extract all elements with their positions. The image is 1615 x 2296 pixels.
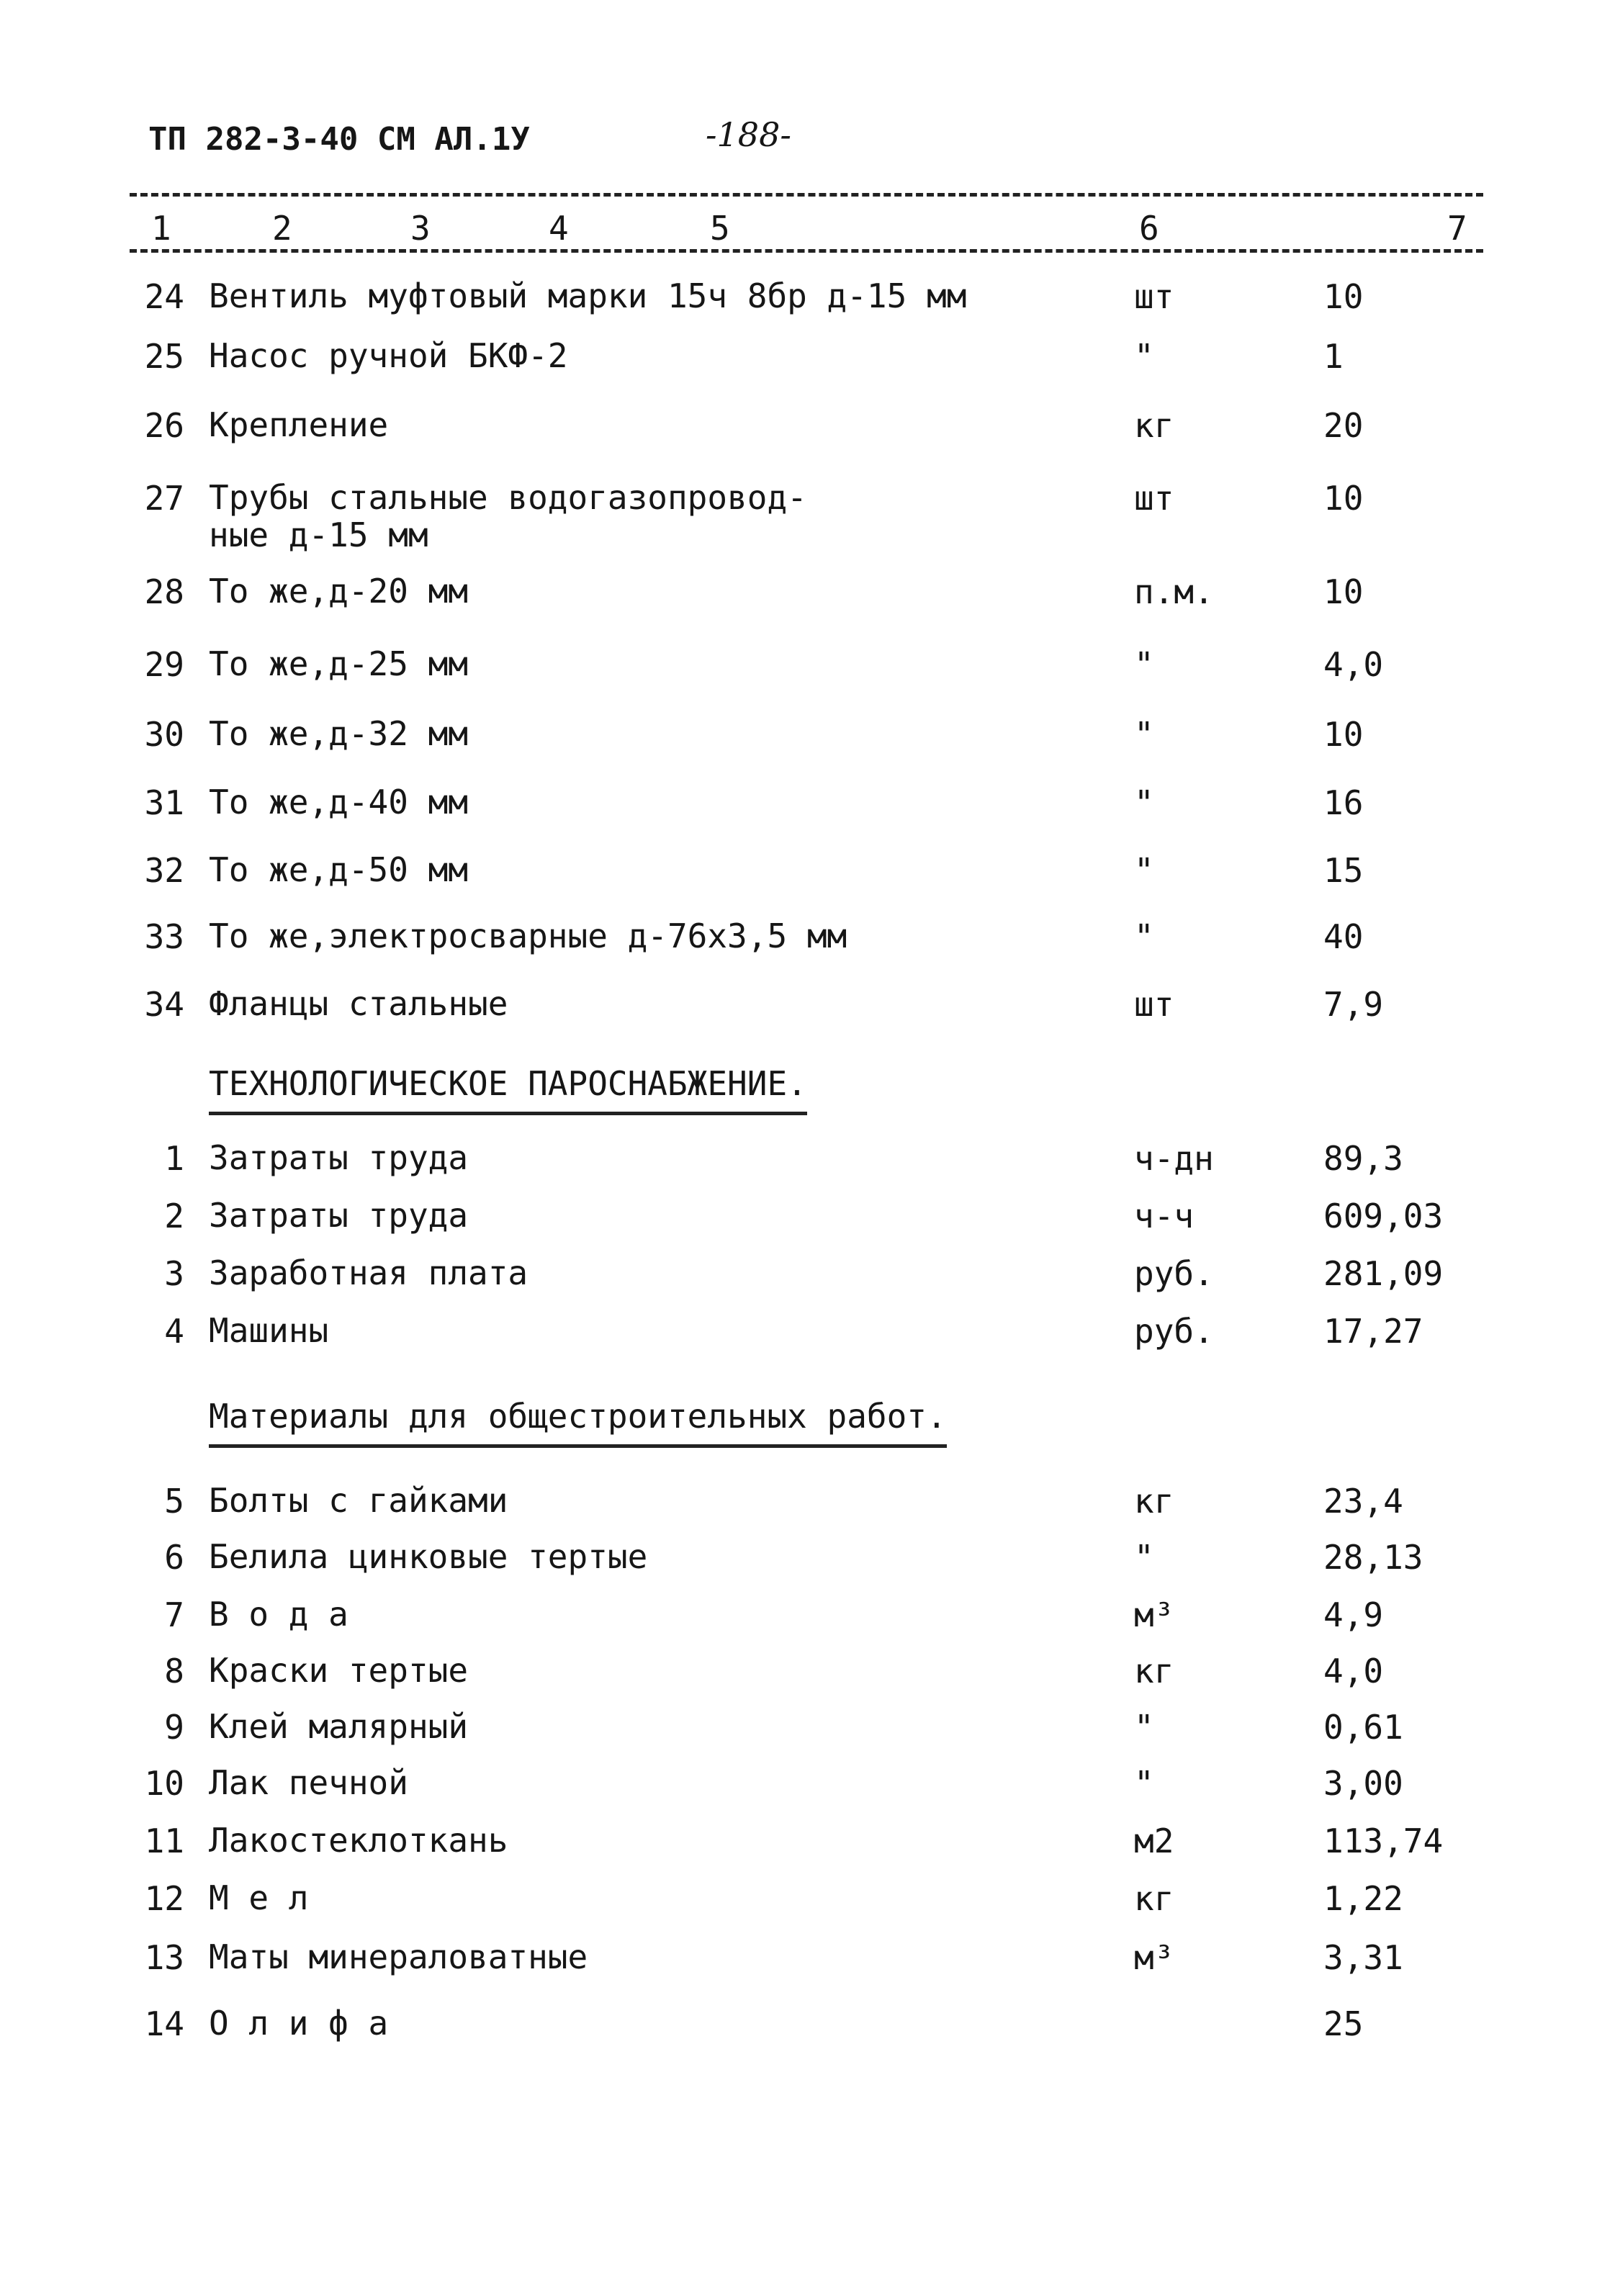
item-name: Болты с гайками (209, 1481, 508, 1520)
item-unit: п.м. (1134, 572, 1214, 611)
column-number: 2 (272, 209, 292, 248)
table-row (0, 1879, 1615, 1930)
item-name: То же,электросварные д-76х3,5 мм (209, 917, 847, 955)
item-quantity: 113,74 (1323, 1822, 1444, 1860)
section-underline (209, 1112, 807, 1115)
row-number: 24 (144, 277, 184, 316)
item-quantity: 40 (1323, 917, 1364, 956)
item-unit: " (1134, 851, 1154, 890)
item-name: Машины (209, 1311, 329, 1350)
divider-top (130, 193, 1483, 197)
item-name: Трубы стальные водогазопровод- ные д-15 мм (209, 478, 807, 554)
section-title: ТЕХНОЛОГИЧЕСКОЕ ПАРОСНАБЖЕНИЕ. (209, 1064, 807, 1103)
page-number: -188- (706, 115, 791, 154)
table-row (0, 985, 1615, 1035)
item-quantity: 7,9 (1323, 985, 1384, 1024)
row-number: 5 (164, 1482, 184, 1521)
item-quantity: 10 (1323, 715, 1364, 754)
section-heading-steam-supply (209, 1064, 807, 1115)
row-number: 13 (144, 1938, 184, 1977)
row-number: 14 (144, 2004, 184, 2043)
item-unit: " (1134, 1538, 1154, 1577)
table-row (0, 337, 1615, 387)
row-number: 28 (144, 572, 184, 611)
row-number: 30 (144, 715, 184, 754)
item-quantity: 89,3 (1323, 1139, 1403, 1178)
row-number: 4 (164, 1312, 184, 1351)
item-unit: кг (1134, 1879, 1174, 1918)
item-quantity: 10 (1323, 572, 1364, 611)
item-name: Крепление (209, 405, 389, 444)
item-name: О л и ф а (209, 2004, 389, 2043)
item-unit: кг (1134, 1482, 1174, 1521)
item-name: Лакостеклоткань (209, 1821, 508, 1860)
table-row (0, 1708, 1615, 1758)
item-quantity: 4,0 (1323, 1652, 1384, 1691)
table-row (0, 1197, 1615, 1247)
item-unit: " (1134, 1764, 1154, 1803)
item-name: Лак печной (209, 1763, 408, 1802)
row-number: 1 (164, 1139, 184, 1178)
row-number: 7 (164, 1595, 184, 1634)
item-unit: " (1134, 715, 1154, 754)
row-number: 34 (144, 985, 184, 1024)
item-quantity: 0,61 (1323, 1708, 1403, 1747)
item-name: Затраты труда (209, 1196, 469, 1235)
row-number: 12 (144, 1879, 184, 1918)
item-name: Краски тертые (209, 1651, 469, 1690)
item-unit: кг (1134, 1652, 1174, 1691)
item-quantity: 10 (1323, 479, 1364, 518)
item-quantity: 25 (1323, 2004, 1364, 2043)
item-quantity: 28,13 (1323, 1538, 1423, 1577)
item-name: То же,д-32 мм (209, 714, 469, 753)
item-unit: ч-дн (1134, 1139, 1214, 1178)
item-name: Затраты труда (209, 1138, 469, 1177)
table-row (0, 1938, 1615, 1989)
column-number: 6 (1139, 209, 1159, 248)
table-row (0, 2004, 1615, 2055)
item-name: Насос ручной БКФ-2 (209, 336, 568, 375)
item-quantity: 281,09 (1323, 1254, 1444, 1293)
table-row (0, 277, 1615, 328)
item-unit: " (1134, 917, 1154, 956)
column-number: 5 (710, 209, 730, 248)
item-name: То же,д-50 мм (209, 850, 469, 889)
item-quantity: 609,03 (1323, 1197, 1444, 1235)
item-quantity: 3,00 (1323, 1764, 1403, 1803)
row-number: 33 (144, 917, 184, 956)
row-number: 27 (144, 479, 184, 518)
table-row (0, 572, 1615, 623)
table-row (0, 1652, 1615, 1702)
column-number: 1 (151, 209, 171, 248)
item-unit: м³ (1134, 1595, 1174, 1634)
divider-header (130, 249, 1483, 253)
item-name: То же,д-25 мм (209, 644, 469, 683)
row-number: 2 (164, 1197, 184, 1235)
item-quantity: 20 (1323, 406, 1364, 445)
item-name: Заработная плата (209, 1253, 528, 1292)
table-row (0, 1482, 1615, 1532)
table-row (0, 715, 1615, 765)
item-quantity: 1 (1323, 337, 1344, 376)
column-number: 3 (410, 209, 431, 248)
table-row (0, 1822, 1615, 1872)
table-row (0, 917, 1615, 968)
table-row (0, 645, 1615, 695)
row-number: 6 (164, 1538, 184, 1577)
item-quantity: 10 (1323, 277, 1364, 316)
item-unit: шт (1134, 479, 1174, 518)
document-code: ТП 282-3-40 СМ АЛ.1У (148, 121, 530, 158)
item-unit: " (1134, 783, 1154, 822)
item-unit: " (1134, 1708, 1154, 1747)
row-number: 32 (144, 851, 184, 890)
section-heading-materials (209, 1397, 947, 1448)
item-name: Клей малярный (209, 1707, 469, 1746)
item-quantity: 17,27 (1323, 1312, 1423, 1351)
table-row (0, 1312, 1615, 1362)
item-name: Белила цинковые тертые (209, 1537, 648, 1576)
row-number: 3 (164, 1254, 184, 1293)
row-number: 25 (144, 337, 184, 376)
item-name: То же,д-40 мм (209, 783, 469, 821)
item-unit: " (1134, 337, 1154, 376)
row-number: 26 (144, 406, 184, 445)
item-unit: руб. (1134, 1254, 1214, 1293)
item-quantity: 4,9 (1323, 1595, 1384, 1634)
item-quantity: 1,22 (1323, 1879, 1403, 1918)
item-unit: руб. (1134, 1312, 1214, 1351)
item-name: Маты минераловатные (209, 1937, 588, 1976)
section-underline (209, 1444, 947, 1448)
item-quantity: 23,4 (1323, 1482, 1403, 1521)
item-name: Фланцы стальные (209, 984, 508, 1023)
item-quantity: 3,31 (1323, 1938, 1403, 1977)
item-unit: м2 (1134, 1822, 1174, 1860)
table-row (0, 406, 1615, 456)
table-row (0, 1595, 1615, 1646)
table-row (0, 1764, 1615, 1814)
item-quantity: 4,0 (1323, 645, 1384, 684)
section-title: Материалы для общестроительных работ. (209, 1397, 947, 1436)
row-number: 8 (164, 1652, 184, 1691)
table-row (0, 1139, 1615, 1189)
row-number: 10 (144, 1764, 184, 1803)
table-row (0, 851, 1615, 901)
column-number: 4 (549, 209, 569, 248)
item-name: В о д а (209, 1595, 348, 1634)
row-number: 9 (164, 1708, 184, 1747)
item-name: М е л (209, 1878, 309, 1917)
item-quantity: 16 (1323, 783, 1364, 822)
item-unit: ч-ч (1134, 1197, 1195, 1235)
item-name: То же,д-20 мм (209, 572, 469, 611)
item-unit: шт (1134, 985, 1174, 1024)
row-number: 11 (144, 1822, 184, 1860)
item-unit: м³ (1134, 1938, 1174, 1977)
row-number: 31 (144, 783, 184, 822)
item-quantity: 15 (1323, 851, 1364, 890)
table-row (0, 783, 1615, 834)
table-row (0, 1254, 1615, 1305)
table-row (0, 1538, 1615, 1588)
item-name: Вентиль муфтовый марки 15ч 8бр д-15 мм (209, 276, 967, 315)
row-number: 29 (144, 645, 184, 684)
column-number: 7 (1447, 209, 1467, 248)
item-unit: шт (1134, 277, 1174, 316)
item-unit: кг (1134, 406, 1174, 445)
table-row (0, 478, 1615, 554)
item-unit: " (1134, 645, 1154, 684)
